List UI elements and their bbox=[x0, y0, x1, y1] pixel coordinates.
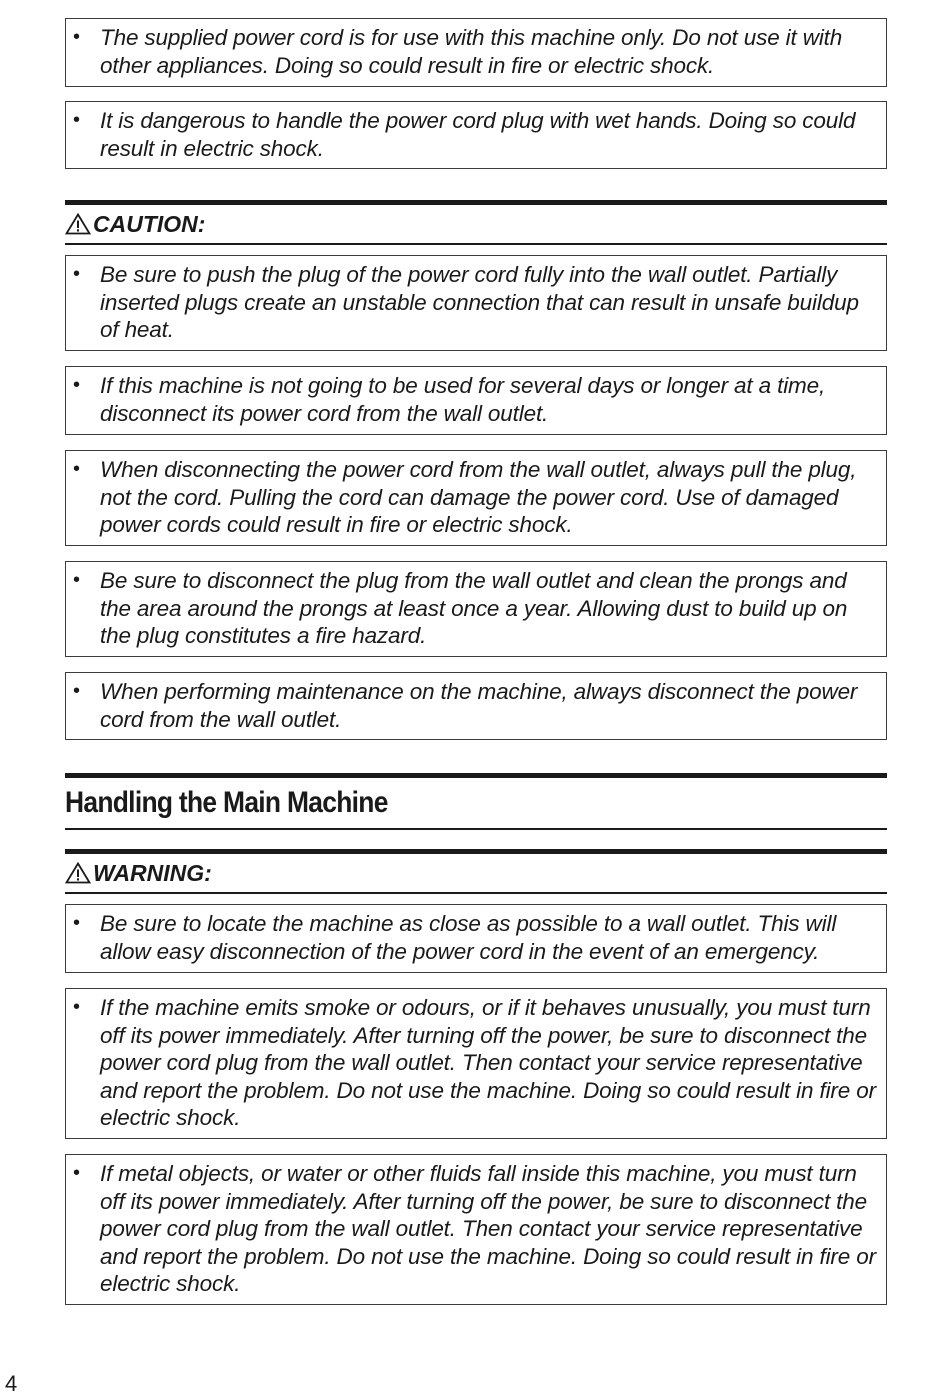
caution-item bbox=[65, 450, 887, 546]
bullet: • bbox=[73, 374, 80, 396]
bullet: • bbox=[73, 26, 80, 48]
warning-label-text: WARNING: bbox=[93, 859, 212, 886]
warning-item bbox=[65, 904, 887, 973]
caution-item bbox=[65, 366, 887, 435]
safety-item bbox=[65, 101, 887, 169]
bullet: • bbox=[73, 458, 80, 480]
safety-item-text: The supplied power cord is for use with this machine only. Do not use it with other appliances. Doing so could result in fire or electric shock. bbox=[100, 25, 843, 78]
bullet: • bbox=[73, 996, 80, 1018]
bullet: • bbox=[73, 1162, 80, 1184]
warning-triangle-icon bbox=[65, 862, 91, 884]
safety-item bbox=[65, 18, 887, 87]
caution-item-text: Be sure to disconnect the plug from the wall outlet and clean the prongs and the area around the prongs at least once a year. Allowing dust to build up on the plug constitutes a fire hazard. bbox=[100, 568, 848, 648]
page-number: 4 bbox=[5, 1371, 18, 1396]
caution-item-text: When disconnecting the power cord from the wall outlet, always pull the plug, not the cord. Pulling the cord can damage the power cord. Use of damaged power cords could result in fire or electric shock. bbox=[100, 457, 857, 537]
safety-item-text: It is dangerous to handle the power cord plug with wet hands. Doing so could result in electric shock. bbox=[100, 108, 856, 161]
bullet: • bbox=[73, 569, 80, 591]
warning-triangle-icon bbox=[65, 213, 91, 235]
manual-page bbox=[65, 18, 887, 1305]
caution-item-text: Be sure to push the plug of the power cord fully into the wall outlet. Partially inserted plugs create an unstable connection that can result in unsafe buildup of heat. bbox=[100, 262, 859, 342]
warning-item-text: If metal objects, or water or other fluids fall inside this machine, you must turn off its power immediately. After turning off the power, be sure to disconnect the power cord plug from the wall outlet. Then contact your service representative and report the problem. Do not use the machine. Doing so could result in fire or electric shock. bbox=[100, 1161, 876, 1296]
caution-item bbox=[65, 561, 887, 657]
warning-item-text: If the machine emits smoke or odours, or if it behaves unusually, you must turn off its power immediately. After turning off the power, be sure to disconnect the power cord plug from the wall outlet. Then contact your service representative and report the problem. Do not use the machine. Doing so could result in fire or electric shock. bbox=[100, 995, 876, 1130]
warning-label bbox=[65, 854, 887, 892]
warning-item-text: Be sure to locate the machine as close as possible to a wall outlet. This will allow easy disconnection of the power cord in the event of an emergency. bbox=[100, 911, 837, 964]
warning-item bbox=[65, 1154, 887, 1305]
bullet: • bbox=[73, 109, 80, 131]
caution-item-text: When performing maintenance on the machine, always disconnect the power cord from the wall outlet. bbox=[100, 679, 858, 732]
warning-item bbox=[65, 988, 887, 1139]
caution-label-text: CAUTION: bbox=[93, 210, 206, 237]
section-title: Handling the Main Machine bbox=[65, 786, 388, 819]
bullet: • bbox=[73, 263, 80, 285]
bullet: • bbox=[73, 680, 80, 702]
caution-label bbox=[65, 205, 887, 243]
caution-item-text: If this machine is not going to be used for several days or longer at a time, disconnect its power cord from the wall outlet. bbox=[100, 373, 826, 426]
caution-item bbox=[65, 672, 887, 740]
caution-item bbox=[65, 255, 887, 351]
bullet: • bbox=[73, 912, 80, 934]
